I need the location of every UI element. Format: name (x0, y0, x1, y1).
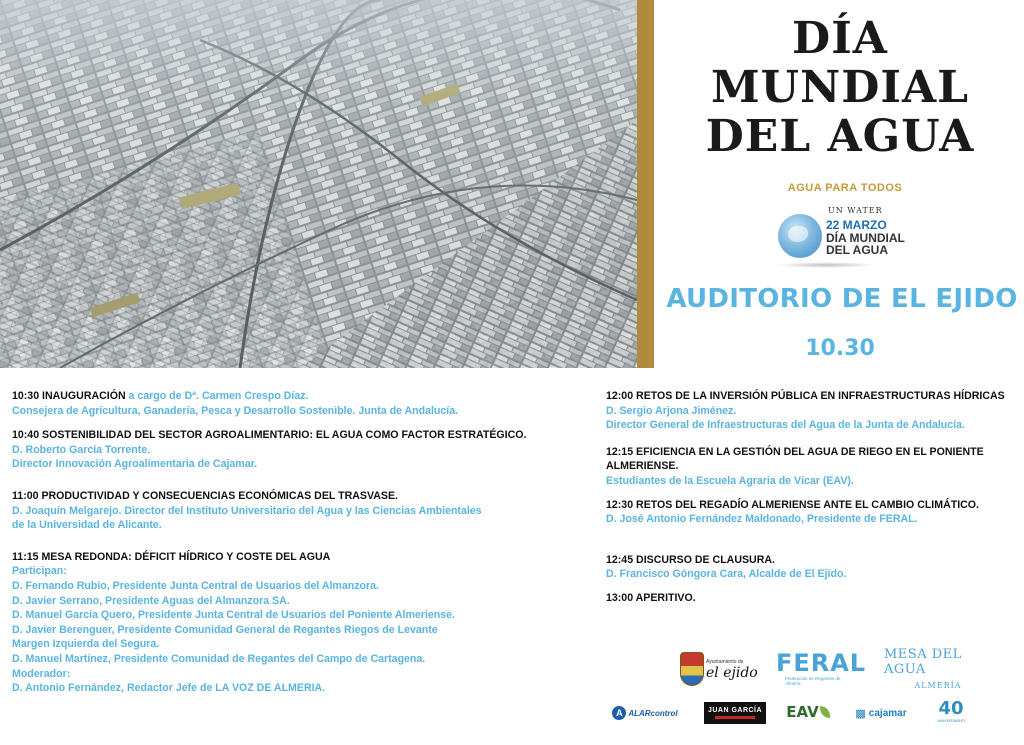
program-item-title: 12:45 DISCURSO DE CLAUSURA. (606, 553, 775, 566)
anniversary-40-logo (934, 697, 968, 725)
people-icon: ▩ (855, 707, 866, 720)
program-item-detail: D. Manuel García Quero, Presidente Junta Central de Usuarios del Poniente Almeriense. (12, 609, 455, 622)
feral-logo (775, 649, 867, 686)
program-item (606, 445, 1016, 489)
program-item-inline-speaker: a cargo de Dª. Carmen Crespo Díaz. (125, 390, 309, 402)
program-item-detail: Consejera de Agricultura, Ganadería, Pesca y Desarrollo Sostenible. Junta de Andalucía. (12, 404, 459, 417)
program-item-title: 11:15 MESA REDONDA: DÉFICIT HÍDRICO Y COSTE DEL AGUA (12, 550, 331, 563)
program-item (12, 389, 602, 418)
un-water-logo (776, 206, 946, 268)
program-item (606, 389, 1016, 433)
mesa-logo-subtext: ALMERÍA (914, 680, 962, 690)
un-water-brand: UN WATER (828, 206, 883, 215)
program-item (12, 428, 602, 472)
program-item-title: 13:00 APERITIVO. (606, 591, 696, 604)
program-item-title: 10:40 SOSTENIBILIDAD DEL SECTOR AGROALIMENTARIO: EL AGUA COMO FACTOR ESTRATÉGICO. (12, 429, 527, 442)
program-item-detail: Director General de Infraestructuras del Agua de la Junta de Andalucía. (606, 419, 965, 432)
program-item-title: 12:30 RETOS DEL REGADÍO ALMERIENSE ANTE EL CAMBIO CLIMÁTICO. (606, 498, 979, 511)
alarcontrol-icon: A (612, 706, 626, 720)
program-item-title: 10:30 INAUGURACIÓN (12, 390, 126, 402)
mesa-logo-text: MESA DEL AGUA (884, 646, 962, 677)
ejido-logo-small-text: Ayuntamiento de (706, 659, 744, 665)
program-item-detail: D. Javier Berenguer, Presidente Comunidad General de Regantes Riegos de Levante (12, 623, 438, 636)
program-item-detail: Estudiantes de la Escuela Agraria de Vícar (EAV). (606, 474, 854, 487)
un-water-date: 22 MARZO (826, 218, 887, 232)
cajamar-logo-text: cajamar (868, 707, 907, 719)
program-item-title: 12:00 RETOS DE LA INVERSIÓN PÚBLICA EN INFRAESTRUCTURAS HÍDRICAS (606, 390, 1005, 402)
program-item (12, 489, 602, 533)
greenhouse-illustration (0, 0, 637, 368)
program-right-column (606, 389, 1016, 606)
program-item-detail: D. Joaquín Melgarejo. Director del Instituto Universitario del Agua y las Ciencias Ambientales (12, 504, 482, 517)
program-item-detail: D. José Antonio Fernández Maldonado, Presidente de FERAL. (606, 513, 918, 526)
anniversary-number: 40 (938, 697, 964, 719)
leaf-icon (820, 706, 830, 718)
program-item-detail: D. Manuel Martínez, Presidente Comunidad de Regantes del Campo de Cartagena. (12, 652, 426, 665)
program-item-detail: Participan: (12, 565, 67, 578)
program-item (606, 591, 1016, 606)
program-item-title: 12:15 EFICIENCIA EN LA GESTIÓN DEL AGUA DE RIEGO EN EL PONIENTE ALMERIENSE. (606, 445, 984, 473)
title-line-2: MUNDIAL (710, 62, 970, 113)
ejido-coat-of-arms-logo (680, 652, 704, 686)
juan-garcia-logo-stripe (715, 716, 755, 719)
juan-garcia-logo (704, 702, 766, 724)
gold-accent-bar (637, 0, 654, 368)
mesa-del-agua-logo (884, 646, 992, 690)
title-line-1: DÍA (792, 13, 888, 64)
program-left-column (12, 389, 602, 696)
program-item (12, 550, 602, 696)
program-item (606, 553, 1016, 582)
program-item-detail: D. Fernando Rubio, Presidente Junta Central de Usuarios del Almanzora. (12, 579, 379, 592)
program-item-title: 11:00 PRODUCTIVIDAD Y CONSECUENCIAS ECONÓMICAS DEL TRASVASE. (12, 489, 398, 502)
program-item-detail: D. Francisco Góngora Cara, Alcalde de El Ejido. (606, 568, 847, 581)
un-water-line-1: DÍA MUNDIAL (826, 231, 905, 245)
water-wave-decoration (776, 262, 876, 268)
eav-logo (786, 700, 830, 724)
un-water-line-2: DEL AGUA (826, 243, 889, 257)
program-item-detail: de la Universidad de Alicante. (12, 519, 162, 532)
ejido-logo-script: el ejido (706, 665, 758, 681)
feral-logo-text: FERAL (775, 649, 867, 677)
feral-logo-tagline: Federación de Regantes de Almería (785, 676, 841, 686)
event-title (700, 14, 980, 161)
anniversary-text: ANIVERSARIO (937, 717, 965, 723)
program-item-detail: Moderador: (12, 667, 71, 680)
cajamar-logo (846, 704, 916, 722)
program-item-detail: D. Javier Serrano, Presidente Aguas del Almanzora SA. (12, 594, 290, 607)
title-line-3: DEL AGUA (705, 111, 975, 162)
event-subtitle: AGUA PARA TODOS (787, 182, 903, 194)
program-item-detail: Director Innovación Agroalimentaria de Cajamar. (12, 458, 258, 471)
venue-heading: AUDITORIO DE EL EJIDO (666, 284, 1018, 314)
globe-icon (778, 214, 822, 258)
alarcontrol-logo-text: ALARcontrol (628, 708, 678, 718)
program-item-detail: D. Antonio Fernández, Redactor Jefe de LA VOZ DE ALMERIA. (12, 682, 326, 695)
juan-garcia-logo-text: JUAN GARCÍA (707, 707, 763, 714)
program-item-detail: D. Roberto García Torrente. (12, 443, 151, 456)
alarcontrol-logo (610, 704, 680, 722)
program-item (606, 498, 1016, 527)
program-item-detail: Margen Izquierda del Segura. (12, 638, 160, 651)
eav-logo-text: EAV (786, 703, 819, 721)
aerial-greenhouse-photo (0, 0, 637, 368)
ejido-logo (706, 654, 764, 686)
program-item-detail: D. Sergio Arjona Jiménez. (606, 404, 737, 417)
start-time: 10.30 (805, 336, 875, 361)
